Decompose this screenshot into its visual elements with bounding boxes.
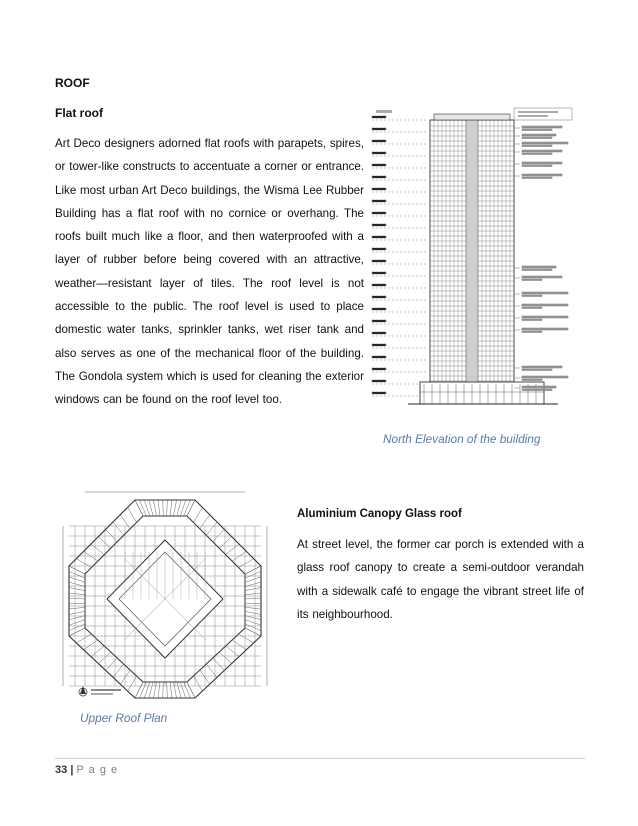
canopy-paragraph: At street level, the former car porch is extended with a glass roof canopy to create a semi-outdoor verandah with a sidewalk café to engage the vibrant street life of its neighbourhood.	[297, 538, 584, 621]
flat-roof-paragraph: Art Deco designers adorned flat roofs with parapets, spires, or tower-like constructs to accentuate a corner or entrance. Like most urban Art Deco buildings, the Wisma Lee Rubber Building has a flat roof with no cornice or overhang. The roofs built much like a floor, and then waterproofed with a layer of rubber before being covered with an attractive, weather—resistant layer of tiles. The roof level is not accessible to the public. The roof level is used to place domestic water tanks, sprinkler tanks, wet riser tank and also serves as one of the mechanical floor of the building. The Gondola system which is used for cleaning the exterior windows can be found on the roof level too.	[55, 137, 364, 407]
roof-plan-caption: Upper Roof Plan	[80, 711, 168, 725]
page-number: 33	[55, 764, 68, 776]
footer-divider	[55, 758, 585, 759]
section-title: ROOF	[55, 76, 90, 90]
north-elevation-drawing	[368, 106, 580, 428]
upper-roof-plan-drawing	[55, 486, 275, 706]
footer-separator: |	[70, 764, 74, 776]
canopy-title: Aluminium Canopy Glass roof	[297, 508, 462, 520]
page-label: P a g e	[76, 764, 119, 776]
page-footer	[55, 764, 118, 776]
elevation-caption: North Elevation of the building	[383, 432, 541, 446]
section-subtitle: Flat roof	[55, 106, 103, 120]
